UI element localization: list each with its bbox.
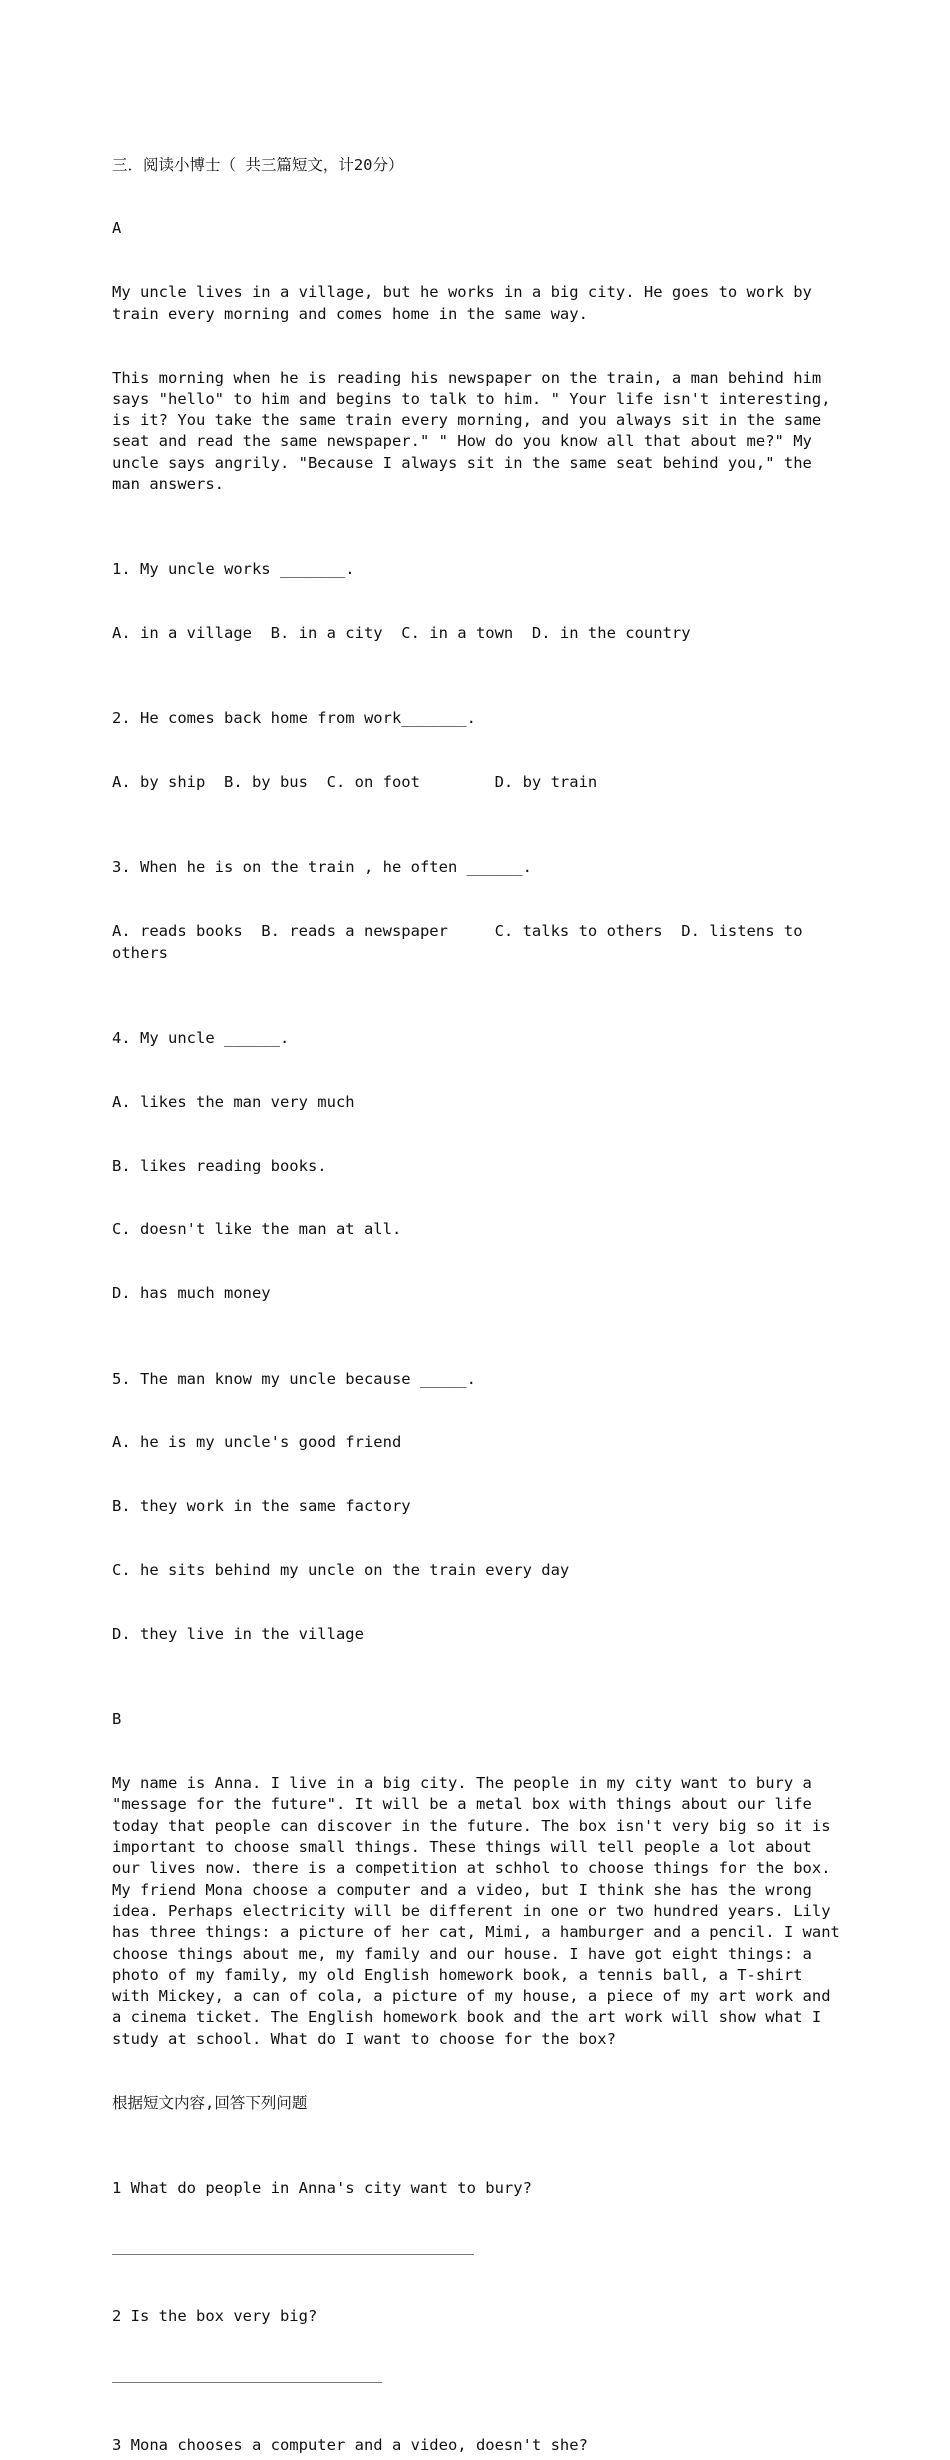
question-option: B. they work in the same factory [112, 1497, 411, 1516]
section-heading: 三．阅读小博士（ 共三篇短文，计20分） [112, 155, 404, 174]
question-option: A. likes the man very much [112, 1092, 355, 1111]
question-option: D. has much money [112, 1284, 271, 1303]
question-options: A. by ship B. by bus C. on foot D. by train [112, 773, 598, 792]
question-option: B. likes reading books. [112, 1156, 327, 1175]
question-stem: 4. My uncle ______. [112, 1028, 290, 1047]
question-options: A. in a village B. in a city C. in a town D. in the country [112, 624, 691, 643]
question-option: C. he sits behind my uncle on the train every day [112, 1561, 570, 1580]
question-option: C. doesn't like the man at all. [112, 1220, 402, 1239]
passage-a-paragraph-2: This morning when he is reading his newspaper on the train, a man behind him says "hello" to him and begins to talk to him. " Your life isn't interesting, is it? You take the same train every morning, and you always sit in the same seat and read the same newspaper." " How do you know all that about me?" My uncle says angrily. "Because I always sit in the same seat behind you," the man answers. [112, 368, 840, 494]
question-stem: 5. The man know my uncle because _____. [112, 1369, 476, 1388]
question-stem: 1. My uncle works _______. [112, 560, 355, 579]
answer-line-2[interactable] [112, 2370, 382, 2383]
passage-b-label: B [112, 1710, 122, 1729]
passage-b-question-3: 3 Mona chooses a computer and a video, doesn't she? [112, 2435, 588, 2454]
passage-b-instruction: 根据短文内容,回答下列问题 [112, 2093, 308, 2112]
passage-b-question-1: 1 What do people in Anna's city want to bury? [112, 2178, 532, 2197]
passage-a-paragraph-1: My uncle lives in a village, but he works in a big city. He goes to work by train every morning and comes home in the same way. [112, 283, 822, 323]
question-option: A. he is my uncle's good friend [112, 1433, 402, 1452]
passage-b-paragraph: My name is Anna. I live in a big city. The people in my city want to bury a "message for the future". It will be a metal box with things about our life today that people can discover in the future. The box isn't very big so it is important to choose small things. These things will tell people a lot about our lives now. there is a competition at schhol to choose things for the box. My friend Mona choose a computer and a video, but I think she has the wrong idea. Perhaps electricity will be different in one or two hundred years. Lily has three things: a picture of her cat, Mimi, a hamburger and a pencil. I want choose things about me, my family and our house. I have got eight things: a photo of my family, my old English homework book, a tennis ball, a T-shirt with Mickey, a can of cola, a picture of my house, a piece of my art work and a cinema ticket. The English homework book and the art work will show what I study at school. What do I want to choose for the box? [112, 1774, 850, 2048]
question-option: D. they live in the village [112, 1625, 364, 1644]
question-stem: 2. He comes back home from work_______. [112, 709, 476, 728]
question-stem: 3. When he is on the train , he often ______. [112, 858, 532, 877]
passage-a-label: A [112, 219, 122, 238]
passage-b-question-2: 2 Is the box very big? [112, 2307, 318, 2326]
question-options: A. reads books B. reads a newspaper C. talks to others D. listens to others [112, 922, 812, 962]
answer-line-1[interactable] [112, 2242, 474, 2255]
document-page [112, 112, 850, 2460]
